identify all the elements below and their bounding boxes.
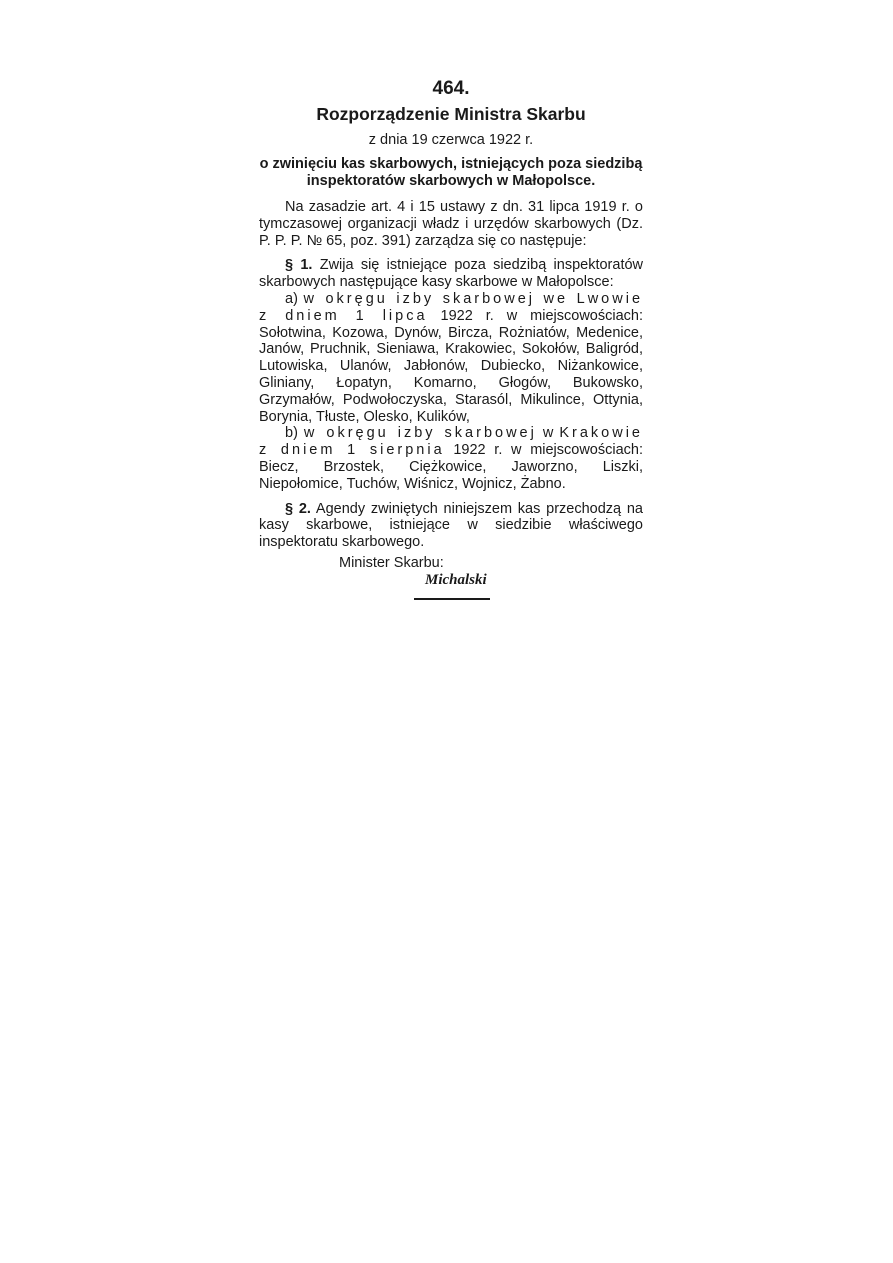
- section-2-paragraph: [259, 501, 643, 551]
- preamble-paragraph: Na zasadzie art. 4 i 15 ustawy z dn. 31 lipca 1919 r. o tymczasowej organizacji władz i urzędów skarbowych (Dz. P. P. P. № 65, poz. 391) zarządza się co następuje:: [259, 199, 643, 249]
- item-b-label: b): [285, 425, 298, 442]
- document-subject: o zwinięciu kas skarbowych, istniejących poza siedzibą inspektoratów skarbowych w Małopolsce.: [259, 156, 643, 189]
- item-b-spaced-text-2: Krakowie z dniem 1 sierpnia: [259, 425, 643, 459]
- item-b-paragraph: [259, 425, 643, 492]
- item-a-label: a): [285, 290, 298, 307]
- item-b-connector: w: [542, 425, 554, 442]
- closing-rule: [414, 598, 490, 600]
- section-1-text: Zwija się istniejące poza siedzibą inspektoratów skarbowych następujące kasy skarbowe w Małopolsce:: [259, 257, 644, 291]
- document-column: [259, 78, 643, 600]
- signature-name: Michalski: [425, 571, 487, 588]
- signature-label: Minister Skarbu:: [339, 554, 444, 571]
- item-b-text: 1922 r. w miejscowościach: Biecz, Brzostek, Ciężkowice, Jaworzno, Liszki, Niepołomice, Tuchów, Wiśnicz, Wojnicz, Żabno.: [259, 442, 644, 492]
- item-a-paragraph: [259, 291, 643, 425]
- section-2-mark: § 2.: [285, 500, 311, 517]
- item-a-spaced-text: w okręgu izby skarbowej we Lwowie z dniem 1 lipca: [259, 290, 644, 324]
- document-date: z dnia 19 czerwca 1922 r.: [368, 132, 534, 148]
- item-b-spaced-text-1: w okręgu izby skarbowej: [303, 425, 537, 442]
- section-2-text: Agendy zwiniętych niniejszem kas przechodzą na kasy skarbowe, istniejące w siedzibie właściwego inspektoratu skarbowego.: [259, 500, 644, 551]
- section-1-mark: § 1.: [285, 257, 313, 274]
- document-title: Rozporządzenie Ministra Skarbu: [316, 104, 586, 124]
- section-1-paragraph: [259, 257, 643, 291]
- document-number: 464.: [432, 78, 470, 99]
- item-a-text: 1922 r. w miejscowościach: Sołotwina, Kozowa, Dynów, Bircza, Rożniatów, Medenice, Janów, Pruchnik, Sieniawa, Krakowiec, Sokołów, Baligród, Lutowiska, Ulanów, Jabłonów, Dubiecko, Niżankowice, Gliniany, Łopatyn, Komarno, Głogów, Bukowsko, Grzymałów, Podwołoczyska, Starasól, Mikulince, Ottynia, Borynia, Tłuste, Olesko, Kulików,: [259, 307, 643, 425]
